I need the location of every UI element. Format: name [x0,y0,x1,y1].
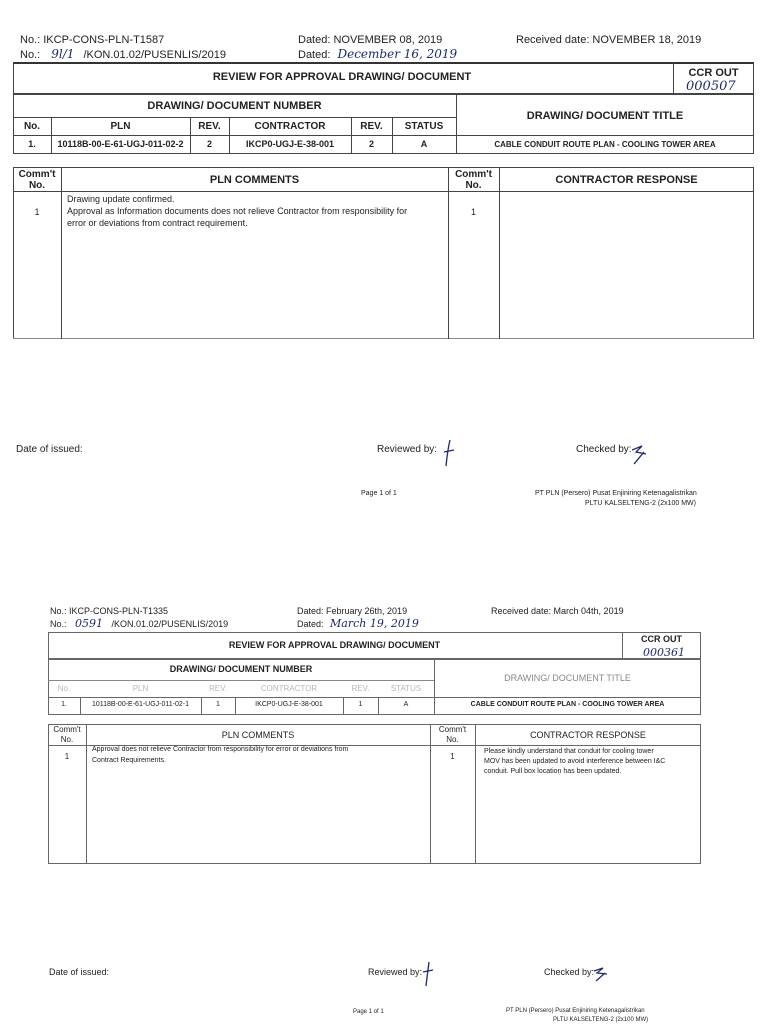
doc-number: No.: IKCP-CONS-PLN-T1587 [20,34,165,46]
org-line-1: PT PLN (Persero) Pusat Enjiniring Ketenagalistrikan [506,1008,645,1014]
comments-table [13,167,754,339]
response-no-header-1: Comm't [455,169,492,180]
comment-line-2: Contract Requirements. [92,757,166,764]
cell-contractor: IKCP0-UGJ-E-38-001 [245,139,335,149]
org-line-2: PLTU KALSELTENG-2 (2x100 MW) [585,500,696,507]
response-line-1: Please kindly understand that conduit for cooling tower [484,748,654,755]
reviewed-by-label: Reviewed by: [368,967,423,977]
checked-signature [591,963,611,983]
ccr-out-number: 000361 [643,646,685,659]
pln-comments-header: PLN COMMENTS [209,174,300,186]
col-rev-contractor: REV. [351,684,370,693]
comment-number: 1 [34,207,40,217]
pln-number: No.: 0591 /KON.01.02/PUSENLIS/2019 [50,617,229,630]
comm-no-header-2: No. [60,735,74,744]
contractor-response-header: CONTRACTOR RESPONSE [555,174,698,186]
cell-title: CABLE CONDUIT ROUTE PLAN - COOLING TOWER AREA [470,701,665,708]
form-title: REVIEW FOR APPROVAL DRAWING/ DOCUMENT [228,640,441,650]
cell-contractor: IKCP0-UGJ-E-38-001 [255,701,323,708]
cell-title: CABLE CONDUIT ROUTE PLAN - COOLING TOWER AREA [494,140,716,149]
response-line-3: conduit. Pull box location has been updated. [484,768,622,775]
comment-line-3: error or deviations from contract requirement. [67,218,248,228]
doc-number: No.: IKCP-CONS-PLN-T1335 [50,606,169,616]
col-contractor: CONTRACTOR [254,121,326,132]
comment-line-1: Approval does not relieve Contractor from responsibility for error or deviations from [92,746,349,753]
col-no: No. [57,684,71,693]
checked-by-label: Checked by: [576,444,632,455]
dated-printed: Dated: February 26th, 2019 [297,606,408,616]
comm-no-header-1: Comm't [18,169,56,180]
ccr-out-label: CCR OUT [688,67,739,79]
handwritten-number: 0591 [75,617,104,630]
number-header: DRAWING/ DOCUMENT NUMBER [169,664,313,674]
cell-no: 1. [61,701,67,708]
cell-rev-contractor: 1 [358,701,363,708]
ccr-out-number: 000507 [686,79,736,94]
date-issued-label: Date of issued: [49,967,110,977]
org-line-1: PT PLN (Persero) Pusat Enjiniring Ketenagalistrikan [535,490,697,497]
dated-handwritten: Dated: December 16, 2019 [298,47,458,61]
contractor-response-header: CONTRACTOR RESPONSE [530,730,646,740]
reviewed-signature [440,438,460,468]
cell-status: A [420,139,428,149]
response-number: 1 [450,752,455,761]
col-rev: REV. [209,684,227,693]
cell-status: A [403,701,409,708]
comm-no-header-2: No. [28,180,46,191]
response-line-2: MOV has been updated to avoid interference between I&C [484,758,666,765]
cell-pln: 10118B-00-E-61-UGJ-011-02-1 [91,701,189,708]
cell-rev-contractor: 2 [368,139,374,149]
received-date: Received date: March 04th, 2019 [491,606,624,616]
ccr-out-label: CCR OUT [641,634,682,644]
comment-line-2: Approval as Information documents does not relieve Contractor from responsibility for [67,206,408,216]
reviewed-signature [420,960,438,988]
pln-comments-header: PLN COMMENTS [221,730,295,740]
response-number: 1 [470,207,476,217]
cell-rev: 1 [216,701,220,708]
col-rev: REV. [198,121,221,132]
col-status: STATUS [404,121,444,132]
dated-printed: Dated: NOVEMBER 08, 2019 [298,34,443,46]
pln-number: No.: 9l/1 /KON.01.02/PUSENLIS/2019 [20,47,226,61]
col-no: No. [23,121,41,132]
number-header: DRAWING/ DOCUMENT NUMBER [147,100,322,112]
cell-rev: 2 [206,139,212,149]
response-no-header-1: Comm't [438,725,467,734]
comm-no-header-1: Comm't [53,725,81,734]
checked-signature [628,440,652,466]
col-contractor: CONTRACTOR [260,684,318,693]
col-pln: PLN [132,684,149,693]
date-issued-label: Date of issued: [16,444,83,455]
checked-by-label: Checked by: [544,967,595,977]
cell-pln: 10118B-00-E-61-UGJ-011-02-2 [57,139,184,149]
handwritten-date: December 16, 2019 [337,47,458,61]
received-date: Received date: NOVEMBER 18, 2019 [516,34,702,46]
handwritten-date: March 19, 2019 [330,617,419,630]
reviewed-by-label: Reviewed by: [377,444,438,455]
response-no-header-2: No. [465,180,482,191]
col-pln: PLN [110,121,131,132]
title-header: DRAWING/ DOCUMENT TITLE [504,673,631,683]
page-number: Page 1 of 1 [353,1009,384,1015]
title-header: DRAWING/ DOCUMENT TITLE [526,110,684,122]
cell-no: 1. [28,139,36,149]
form-title: REVIEW FOR APPROVAL DRAWING/ DOCUMENT [212,71,472,83]
col-rev-contractor: REV. [360,121,383,132]
dated-handwritten: Dated: March 19, 2019 [297,617,419,630]
comment-line-1: Drawing update confirmed. [67,194,175,204]
page-number: Page 1 of 1 [361,490,397,497]
comment-number: 1 [64,752,70,761]
handwritten-number: 9l/1 [51,47,75,61]
org-line-2: PLTU KALSELTENG-2 (2x100 MW) [553,1017,649,1023]
col-status: STATUS [390,684,422,693]
response-no-header-2: No. [446,735,459,744]
